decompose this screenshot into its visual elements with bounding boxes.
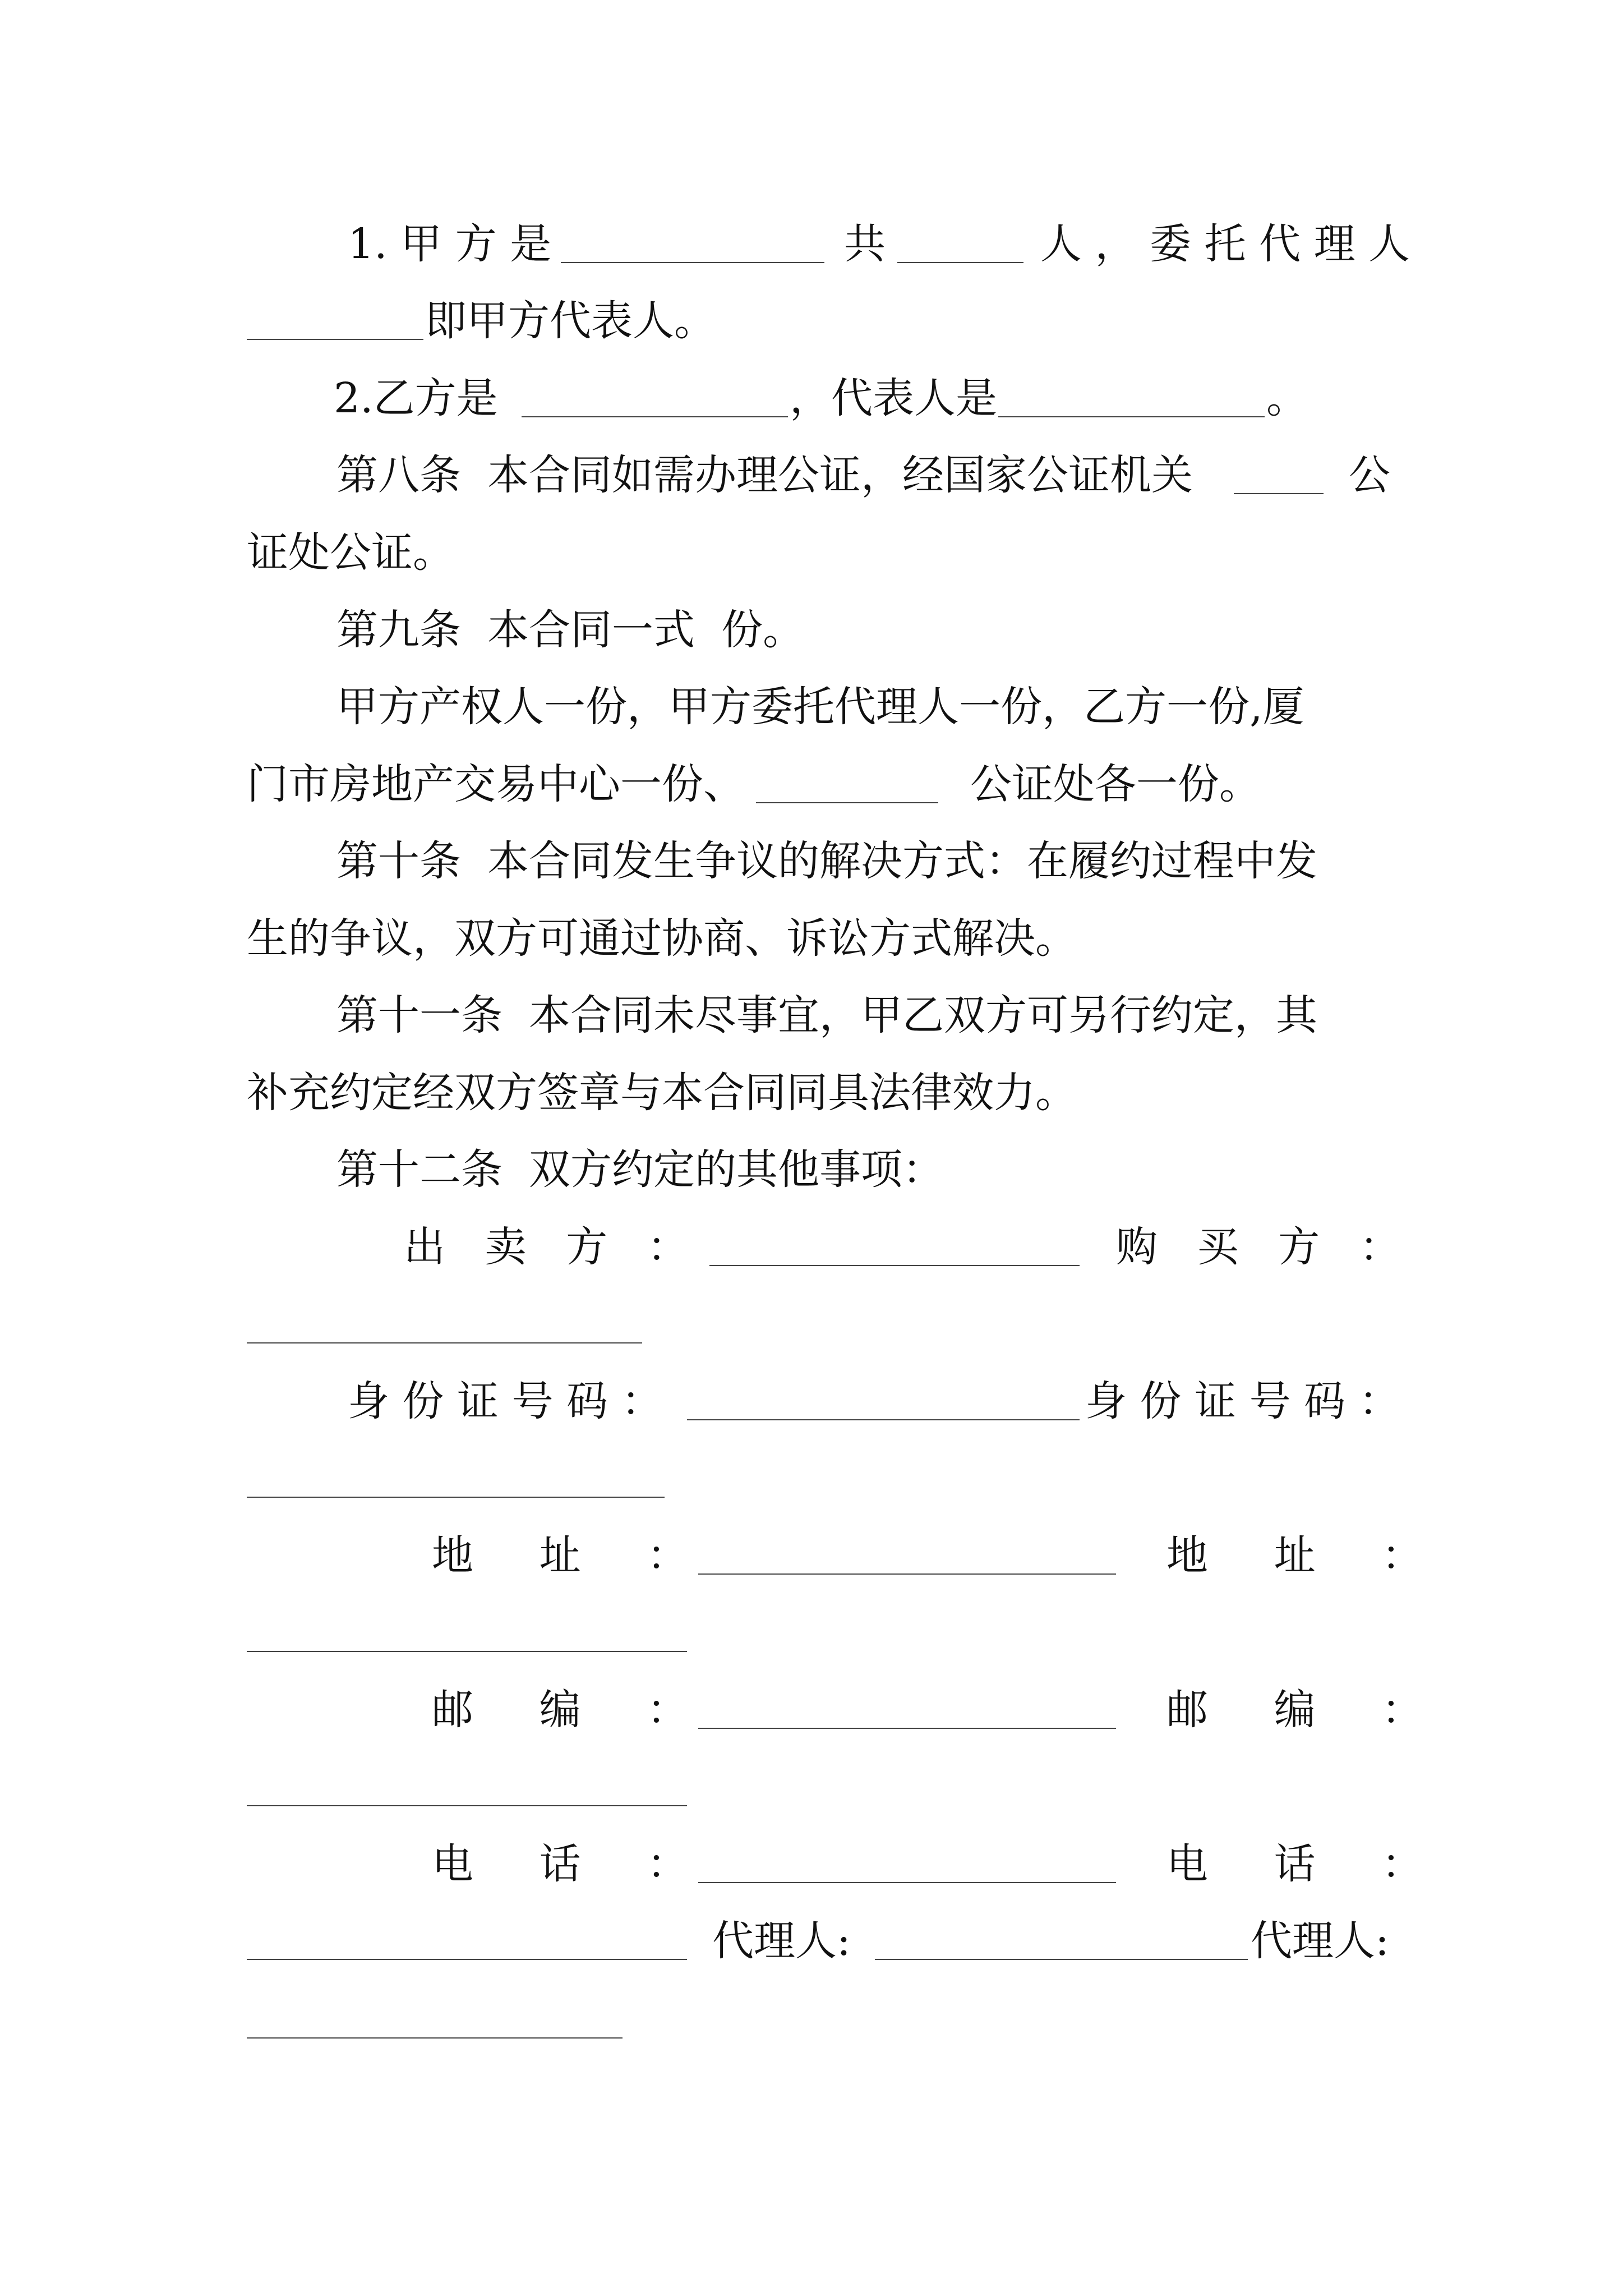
agent-label-left: 代理人: bbox=[712, 1917, 851, 1965]
notary-copy-blank[interactable] bbox=[756, 802, 938, 803]
party-a-agent-label: 人 ， 委 托 代 理 人 bbox=[1040, 220, 1410, 268]
article-9-text: 第九条 本合同一式 份。 bbox=[336, 606, 805, 654]
article-12-line bbox=[247, 1142, 1391, 1198]
article-12-text: 第十二条 双方约定的其他事项： bbox=[336, 1145, 944, 1194]
party-b-label: 2.乙方是 bbox=[334, 374, 498, 422]
buyer-name-blank[interactable] bbox=[247, 1342, 642, 1343]
article-8-cont-text: 证处公证。 bbox=[247, 528, 454, 577]
copies-text-1: 甲方产权人一份，甲方委托代理人一份，乙方一份,厦 bbox=[336, 683, 1304, 731]
address-label-right: 地 址 ： bbox=[1166, 1531, 1423, 1580]
article-8-line bbox=[247, 447, 1391, 503]
buyer-address-blank[interactable] bbox=[247, 1651, 687, 1652]
article-10-line bbox=[247, 833, 1391, 889]
party-b-period: 。 bbox=[1266, 374, 1308, 422]
copies-text-2: 门市房地产交易中心一份、 bbox=[247, 760, 745, 808]
buyer-postcode-blank[interactable] bbox=[247, 1805, 687, 1806]
article-11-cont-text: 补充约定经双方签章与本合同同具法律效力。 bbox=[247, 1069, 1077, 1117]
clause-party-a-line bbox=[247, 216, 1410, 272]
phone-row bbox=[247, 1836, 1423, 1892]
party-a-label: 1. 甲 方 是 bbox=[348, 220, 552, 268]
buyer-phone-blank[interactable] bbox=[247, 1959, 687, 1960]
party-a-count-blank[interactable] bbox=[897, 262, 1023, 263]
party-b-name-blank[interactable] bbox=[522, 416, 788, 417]
id-number-row bbox=[247, 1373, 1400, 1429]
seller-phone-blank[interactable] bbox=[698, 1882, 1116, 1883]
phone-label-right: 电 话 ： bbox=[1166, 1840, 1423, 1888]
article-11-text: 第十一条 本合同未尽事宜，甲乙双方可另行约定，其 bbox=[336, 991, 1318, 1039]
postcode-label-right: 邮 编 ： bbox=[1166, 1686, 1423, 1734]
seller-name-blank[interactable] bbox=[709, 1265, 1080, 1266]
article-10-cont-line bbox=[247, 910, 1391, 967]
phone-label-left: 电 话 ： bbox=[432, 1840, 689, 1888]
id-label-left: 身 份 证 号 码 ： bbox=[348, 1377, 663, 1425]
seller-label: 出 卖 方 ： bbox=[404, 1223, 689, 1271]
agent-row bbox=[247, 1913, 1391, 1969]
article-10-text: 第十条 本合同发生争议的解决方式：在履约过程中发 bbox=[336, 837, 1318, 885]
copies-line-1 bbox=[247, 679, 1391, 735]
seller-id-blank[interactable] bbox=[687, 1419, 1080, 1420]
article-11-line bbox=[247, 987, 1391, 1043]
party-b-rep-blank[interactable] bbox=[998, 416, 1265, 417]
notary-office-blank[interactable] bbox=[1234, 493, 1324, 494]
article-11-cont-line bbox=[247, 1065, 1391, 1121]
postcode-row bbox=[247, 1682, 1423, 1738]
party-a-agent-blank[interactable] bbox=[247, 339, 423, 340]
article-8-text: 第八条 本合同如需办理公证，经国家公证机关 bbox=[336, 451, 1193, 499]
seller-buyer-row bbox=[247, 1219, 1401, 1275]
clause-party-b-line bbox=[247, 370, 1391, 426]
postcode-label-left: 邮 编 ： bbox=[432, 1686, 689, 1734]
party-a-count-label: 共 bbox=[844, 220, 886, 268]
buyer-id-blank[interactable] bbox=[247, 1497, 665, 1498]
address-row bbox=[247, 1527, 1423, 1584]
party-a-name-blank[interactable] bbox=[561, 262, 824, 263]
buyer-label: 购 买 方 ： bbox=[1116, 1223, 1401, 1271]
address-label-left: 地 址 ： bbox=[432, 1531, 689, 1580]
article-8-cont-line bbox=[247, 524, 1391, 581]
copies-line-2 bbox=[247, 756, 1391, 812]
article-9-line bbox=[247, 602, 1391, 658]
agent-label-right: 代理人: bbox=[1251, 1917, 1389, 1965]
copies-text-2-tail: 公证处各一份。 bbox=[970, 760, 1261, 808]
id-label-right: 身 份 证 号 码 ： bbox=[1085, 1377, 1400, 1425]
seller-address-blank[interactable] bbox=[698, 1573, 1116, 1575]
clause-party-a-rep-line bbox=[247, 293, 1391, 349]
seller-agent-blank[interactable] bbox=[875, 1959, 1248, 1960]
article-8-tail: 公 bbox=[1349, 451, 1390, 499]
party-b-rep-label: ，代表人是 bbox=[790, 374, 997, 422]
party-a-rep-text: 即甲方代表人。 bbox=[425, 297, 716, 345]
seller-postcode-blank[interactable] bbox=[698, 1728, 1116, 1729]
buyer-agent-blank[interactable] bbox=[247, 2037, 623, 2039]
article-10-cont-text: 生的争议，双方可通过协商、诉讼方式解决。 bbox=[247, 914, 1077, 963]
